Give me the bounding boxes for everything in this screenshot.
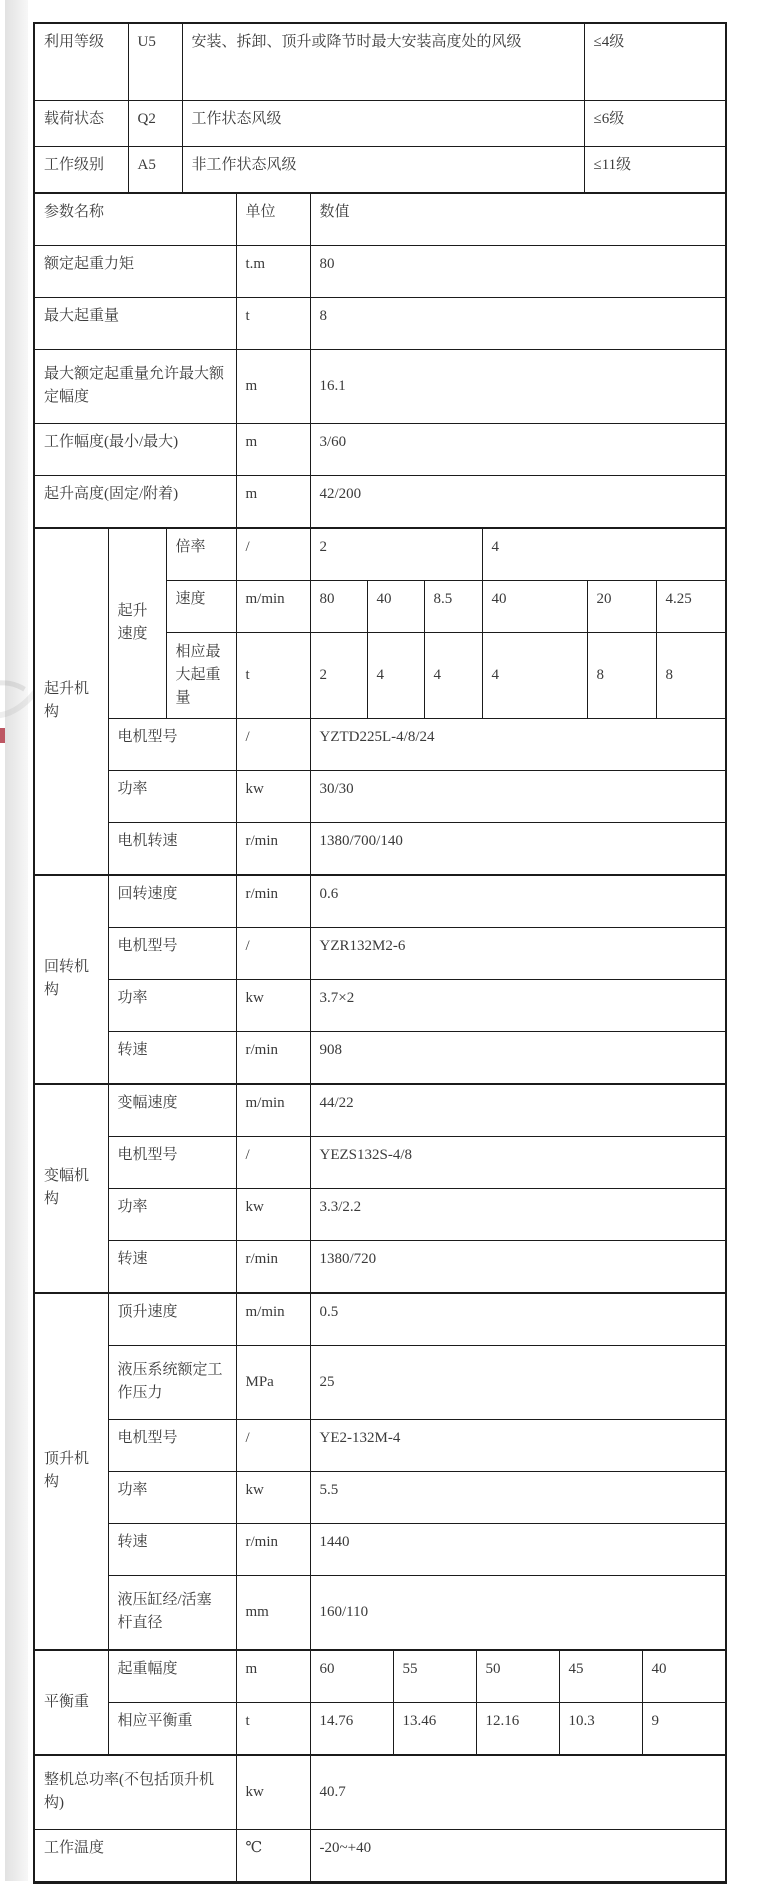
class-label-cell: 工作级别 (35, 146, 128, 192)
table-row (35, 24, 725, 100)
unit-cell: t (236, 297, 310, 349)
classification-table (35, 24, 725, 193)
value-cell: YE2-132M-4 (310, 1419, 725, 1471)
value-cell: 25 (310, 1345, 725, 1419)
param-name-cell: 转速 (108, 1523, 236, 1575)
header-param-name: 参数名称 (35, 193, 236, 245)
header-unit: 单位 (236, 193, 310, 245)
param-name-cell: 起重幅度 (108, 1650, 236, 1702)
param-name-cell: 电机型号 (108, 927, 236, 979)
unit-cell: r/min (236, 875, 310, 927)
value-cell: 80 (310, 245, 725, 297)
table-row (35, 297, 725, 349)
value-cell: 0.6 (310, 875, 725, 927)
unit-cell: / (236, 528, 310, 580)
value-cell: 2 (310, 632, 367, 718)
param-name-cell: 额定起重力矩 (35, 245, 236, 297)
value-cell: 40 (482, 580, 587, 632)
unit-cell: / (236, 1419, 310, 1471)
param-name-cell: 液压系统额定工作压力 (108, 1345, 236, 1419)
table-row (35, 1471, 725, 1523)
table-row (35, 146, 725, 192)
general-params-table (35, 193, 725, 528)
table-row (35, 1702, 725, 1754)
value-cell: 80 (310, 580, 367, 632)
unit-cell: m (236, 1650, 310, 1702)
class-desc-cell: 非工作状态风级 (182, 146, 584, 192)
param-name-cell: 工作温度 (35, 1829, 236, 1881)
table-row (35, 1575, 725, 1649)
class-code-cell: U5 (128, 24, 182, 100)
section-label-hoist: 起升机构 (35, 528, 108, 874)
spec-table (33, 22, 727, 1884)
param-name-cell: 液压缸经/活塞杆直径 (108, 1575, 236, 1649)
value-cell: YZR132M2-6 (310, 927, 725, 979)
unit-cell: mm (236, 1575, 310, 1649)
table-row (35, 1755, 725, 1829)
unit-cell: t.m (236, 245, 310, 297)
table-row (35, 1188, 725, 1240)
unit-cell: r/min (236, 1240, 310, 1292)
jacking-section-table (35, 1293, 725, 1650)
value-cell: 4.25 (656, 580, 725, 632)
unit-cell: kw (236, 1755, 310, 1829)
table-row (35, 1345, 725, 1419)
value-cell: 40.7 (310, 1755, 725, 1829)
table-row (35, 1136, 725, 1188)
unit-cell: kw (236, 979, 310, 1031)
value-cell: 40 (367, 580, 424, 632)
unit-cell: m/min (236, 1293, 310, 1345)
value-cell: 5.5 (310, 1471, 725, 1523)
param-name-cell: 工作幅度(最小/最大) (35, 423, 236, 475)
section-label-jacking: 顶升机构 (35, 1293, 108, 1649)
header-value: 数值 (310, 193, 725, 245)
table-row (35, 1031, 725, 1083)
unit-cell: / (236, 718, 310, 770)
table-row (35, 349, 725, 423)
param-name-cell: 相应平衡重 (108, 1702, 236, 1754)
value-cell: 3.3/2.2 (310, 1188, 725, 1240)
param-name-cell: 最大起重量 (35, 297, 236, 349)
slewing-section-table (35, 875, 725, 1084)
unit-cell: MPa (236, 1345, 310, 1419)
table-row (35, 245, 725, 297)
value-cell: 30/30 (310, 770, 725, 822)
value-cell: 4 (482, 632, 587, 718)
table-row (35, 423, 725, 475)
param-name-cell: 功率 (108, 979, 236, 1031)
value-cell: 50 (476, 1650, 559, 1702)
value-cell: 2 (310, 528, 482, 580)
value-cell: 16.1 (310, 349, 725, 423)
value-cell: 4 (424, 632, 482, 718)
value-cell: 55 (393, 1650, 476, 1702)
class-desc-cell: 安装、拆卸、顶升或降节时最大安装高度处的风级 (182, 24, 584, 100)
class-code-cell: Q2 (128, 100, 182, 146)
class-value-cell: ≤4级 (584, 24, 725, 100)
table-row (35, 1419, 725, 1471)
value-cell: -20~+40 (310, 1829, 725, 1881)
section-label-counterweight: 平衡重 (35, 1650, 108, 1754)
value-cell: 14.76 (310, 1702, 393, 1754)
unit-cell: t (236, 632, 310, 718)
section-label-luffing: 变幅机构 (35, 1084, 108, 1292)
class-desc-cell: 工作状态风级 (182, 100, 584, 146)
class-code-cell: A5 (128, 146, 182, 192)
unit-cell: r/min (236, 822, 310, 874)
param-name-cell: 回转速度 (108, 875, 236, 927)
unit-cell: ℃ (236, 1829, 310, 1881)
table-row (35, 927, 725, 979)
unit-cell: kw (236, 770, 310, 822)
param-name-cell: 速度 (166, 580, 236, 632)
unit-cell: m/min (236, 1084, 310, 1136)
table-row (35, 1523, 725, 1575)
value-cell: 9 (642, 1702, 725, 1754)
param-name-cell: 起升高度(固定/附着) (35, 475, 236, 527)
value-cell: 8 (310, 297, 725, 349)
value-cell: YZTD225L-4/8/24 (310, 718, 725, 770)
param-name-cell: 功率 (108, 1471, 236, 1523)
value-cell: 4 (367, 632, 424, 718)
param-name-cell: 电机型号 (108, 1136, 236, 1188)
table-row (35, 1240, 725, 1292)
table-row (35, 475, 725, 527)
counterweight-section-table (35, 1650, 725, 1755)
luffing-section-table (35, 1084, 725, 1293)
table-row (35, 822, 725, 874)
unit-cell: m/min (236, 580, 310, 632)
param-name-cell: 电机型号 (108, 718, 236, 770)
table-row (35, 979, 725, 1031)
value-cell: 3.7×2 (310, 979, 725, 1031)
unit-cell: m (236, 349, 310, 423)
value-cell: 60 (310, 1650, 393, 1702)
value-cell: 1380/700/140 (310, 822, 725, 874)
class-value-cell: ≤11级 (584, 146, 725, 192)
unit-cell: / (236, 927, 310, 979)
value-cell: 1380/720 (310, 1240, 725, 1292)
param-name-cell: 转速 (108, 1031, 236, 1083)
value-cell: 44/22 (310, 1084, 725, 1136)
table-row (35, 528, 725, 580)
unit-cell: m (236, 475, 310, 527)
value-cell: 8 (587, 632, 656, 718)
param-name-cell: 功率 (108, 1188, 236, 1240)
unit-cell: / (236, 1136, 310, 1188)
unit-cell: m (236, 423, 310, 475)
value-cell: 40 (642, 1650, 725, 1702)
value-cell: 42/200 (310, 475, 725, 527)
table-header-row (35, 193, 725, 245)
param-name-cell: 电机型号 (108, 1419, 236, 1471)
page-left-gutter (5, 0, 28, 1881)
unit-cell: r/min (236, 1523, 310, 1575)
table-row (35, 100, 725, 146)
param-name-cell: 倍率 (166, 528, 236, 580)
param-name-cell: 变幅速度 (108, 1084, 236, 1136)
param-name-cell: 整机总功率(不包括顶升机构) (35, 1755, 236, 1829)
value-cell: 0.5 (310, 1293, 725, 1345)
value-cell: 1440 (310, 1523, 725, 1575)
value-cell: 3/60 (310, 423, 725, 475)
table-row (35, 1084, 725, 1136)
value-cell: 10.3 (559, 1702, 642, 1754)
param-name-cell: 最大额定起重量允许最大额定幅度 (35, 349, 236, 423)
footer-table (35, 1755, 725, 1882)
value-cell: 908 (310, 1031, 725, 1083)
unit-cell: kw (236, 1188, 310, 1240)
value-cell: 8.5 (424, 580, 482, 632)
class-value-cell: ≤6级 (584, 100, 725, 146)
value-cell: 20 (587, 580, 656, 632)
value-cell: 8 (656, 632, 725, 718)
table-row (35, 770, 725, 822)
hoist-speed-group-label: 起升速度 (108, 528, 166, 718)
value-cell: 4 (482, 528, 725, 580)
section-label-slewing: 回转机构 (35, 875, 108, 1083)
class-label-cell: 载荷状态 (35, 100, 128, 146)
unit-cell: kw (236, 1471, 310, 1523)
unit-cell: t (236, 1702, 310, 1754)
table-row (35, 718, 725, 770)
value-cell: 160/110 (310, 1575, 725, 1649)
value-cell: 12.16 (476, 1702, 559, 1754)
table-row (35, 1650, 725, 1702)
hoist-section-table (35, 528, 725, 875)
param-name-cell: 电机转速 (108, 822, 236, 874)
table-row (35, 1829, 725, 1881)
param-name-cell: 顶升速度 (108, 1293, 236, 1345)
unit-cell: r/min (236, 1031, 310, 1083)
value-cell: 45 (559, 1650, 642, 1702)
param-name-cell: 相应最大起重量 (166, 632, 236, 718)
value-cell: 13.46 (393, 1702, 476, 1754)
class-label-cell: 利用等级 (35, 24, 128, 100)
param-name-cell: 功率 (108, 770, 236, 822)
table-row (35, 875, 725, 927)
value-cell: YEZS132S-4/8 (310, 1136, 725, 1188)
param-name-cell: 转速 (108, 1240, 236, 1292)
table-row (35, 1293, 725, 1345)
